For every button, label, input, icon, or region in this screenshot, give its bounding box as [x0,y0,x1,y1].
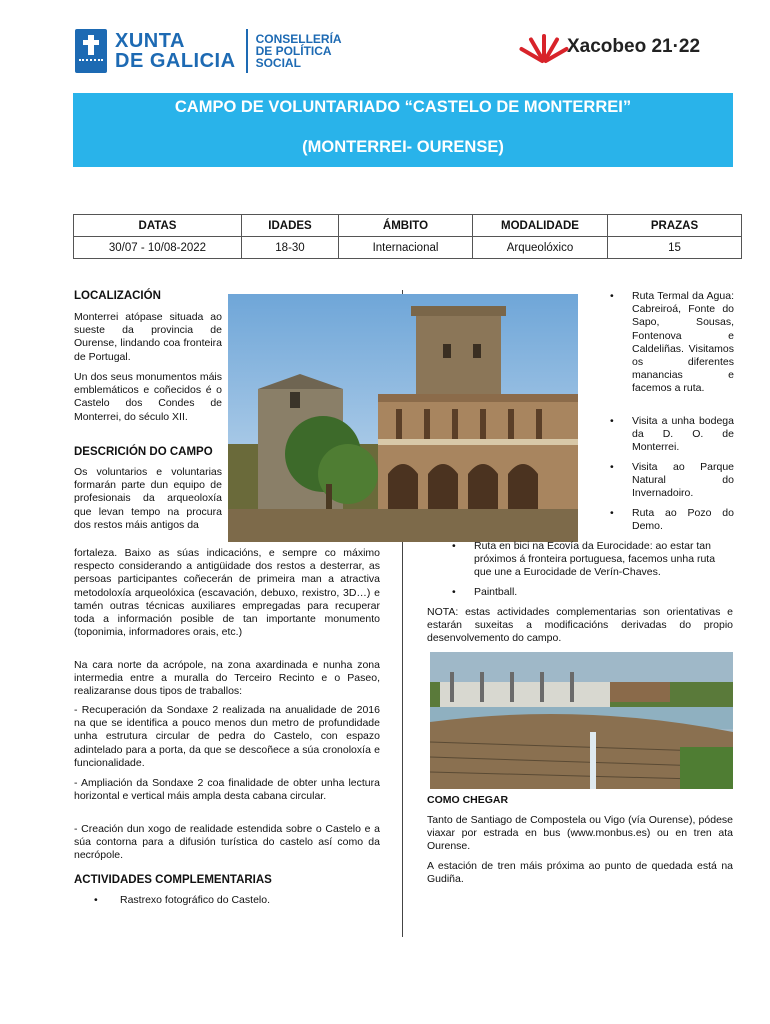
header-idades: IDADES [242,215,339,237]
descricion-paragraph-2: Na cara norte da acrópole, na zona axardinada e nunha zona intermedia entre a muralla do Terceiro Recinto e o Paseo, realizaranse dous tipos de traballos: [74,659,380,698]
como-chegar-paragraph-1: Tanto de Santiago de Compostela ou Vigo (vía Ourense), pódese viaxar por estrada en bus (www.monbus.es) ou en tren ata Ourense. [427,814,733,853]
descricion-paragraph-4: - Ampliación da Sondaxe 2 coa finalidade de obter unha lectura horizontal e vertical máis ampla desta cabana circular. [74,777,380,803]
xunta-wordmark: XUNTA DE GALICIA [115,30,236,72]
header-prazas: PRAZAS [608,215,742,237]
page-title: CAMPO DE VOLUNTARIADO “CASTELO DE MONTERREI” [174,98,632,116]
list-item: • Paintball. [452,586,518,598]
page-subtitle: (MONTERREI- OURENSE) [302,138,504,156]
xunta-logo [75,28,342,74]
xacobeo-logo [527,32,700,62]
castle-photo [228,294,578,542]
como-chegar-heading: COMO CHEGAR [427,794,509,806]
list-item: • Visita ao Parque Natural do Invernadoiro. [610,461,734,500]
list-item: • Ruta en bici na Ecovía da Eurocidade: ao estar tan próximos á fronteira portuguesa, facemos unha ruta que une a Eurocidade de Verín-Chaves. [452,540,716,579]
xacobeo-wordmark: Xacobeo 21·22 [567,36,701,57]
info-table [73,214,742,259]
cell-idades: 18-30 [242,237,339,259]
como-chegar-paragraph-2: A estación de tren máis próxima ao punto de quedada está na Gudiña. [427,860,733,886]
title-banner [73,93,733,167]
table-header-row [74,215,742,237]
cell-modalidade: Arqueolóxico [473,237,608,259]
list-item: • Ruta Termal da Agua: Cabreiroá, Fonte do Sapo, Sousas, Fontenova e Caldeliñas. Visitamos os diferentes manancias e facemos a ruta. [610,290,734,395]
cell-datas: 30/07 - 10/08-2022 [74,237,242,259]
nota-paragraph: NOTA: estas actividades complementarias son orientativas e estarán suxeitas a modificacións derivadas do propio desenvolvemento do campo. [427,606,733,645]
logo-divider [246,29,248,73]
list-item: • Ruta ao Pozo do Demo. [610,507,734,533]
descricion-paragraph-5: - Creación dun xogo de realidade estendida sobre o Castelo e a súa contorna para a difusión turística do castelo así como da necrópole. [74,823,380,862]
table-row [74,237,742,259]
descricion-paragraph-1-narrow: Os voluntarios e voluntarias formarán parte dun equipo de profesionais da arqueoloxía que levan tempo na procura dos restos máis antigos da [74,466,222,531]
actividades-heading: ACTIVIDADES COMPLEMENTARIAS [74,874,272,886]
localizacion-paragraph-2: Un dos seus monumentos máis emblemáticos e coñecidos é o Castelo dos Condes de Monterrei, do século XII. [74,371,222,423]
header-ambito: ÁMBITO [339,215,473,237]
descricion-heading: DESCRICIÓN DO CAMPO [74,446,213,458]
list-item: • Visita a unha bodega da D. O. de Monterrei. [610,415,734,454]
cell-ambito: Internacional [339,237,473,259]
stone-fountain-photo [430,652,733,789]
localizacion-paragraph-1: Monterrei atópase situada ao sueste da provincia de Ourense, lindando coa fronteira de Portugal. [74,311,222,363]
xunta-shield-icon [75,29,107,73]
header-modalidade: MODALIDADE [473,215,608,237]
header-datas: DATAS [74,215,242,237]
department-name: CONSELLERÍA DE POLÍTICA SOCIAL [255,32,342,70]
localizacion-heading: LOCALIZACIÓN [74,290,161,302]
descricion-paragraph-1-wide: fortaleza. Baixo as súas indicacións, e sempre co máximo respecto considerando a antigüidade dos restos a desterrar, as persoas participantes coñecerán de primeira man a atractiva metodoloxía arqueolóxica (escavación, debuxo, rexistro, 3D…) e tamén outras técnicas auxiliares empregadas para recuperar toda a información posible de tan importante monumento (toponimia, informadores orais, etc.) [74,547,380,639]
list-item: • Rastrexo fotográfico do Castelo. [94,894,270,906]
scallop-shell-icon [527,32,561,62]
descricion-paragraph-3: - Recuperación da Sondaxe 2 realizada na anualidade de 2016 na que se identifica a pouco menos dun metro de profundidade unha estrutura circular de pedra do Castelo, con espazo adintelado para a porta, da que se descoñece a súa cronoloxía e funcionalidade. [74,704,380,769]
cell-prazas: 15 [608,237,742,259]
